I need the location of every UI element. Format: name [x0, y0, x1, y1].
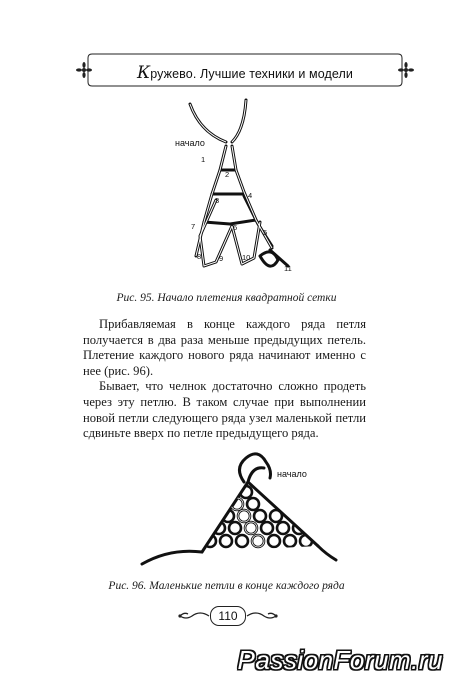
loop-number: 2 [225, 170, 230, 179]
loop-number: 7 [191, 222, 196, 231]
flower-ornament-icon [76, 62, 92, 78]
page-number: 110 [210, 606, 246, 626]
page-ornament-left-icon [176, 608, 210, 624]
book-title [86, 63, 404, 83]
title-rest: ружево. Лучшие техники и модели [150, 67, 353, 81]
figure-95-diagram [160, 96, 300, 286]
body-text [83, 317, 366, 442]
watermark-text: PassionForum.ru [237, 645, 443, 675]
loop-number: 5 [263, 228, 268, 237]
flower-ornament-icon [398, 62, 414, 78]
figure-95-caption: Рис. 95. Начало плетения квадратной сетки [116, 292, 337, 304]
figure-96-caption: Рис. 96. Маленькие петли в конце каждого ряда [108, 580, 345, 592]
loop-number: 10 [242, 253, 251, 262]
figure-96-start-label: начало [277, 469, 307, 479]
page-ornament-right-icon [246, 608, 280, 624]
loop-number: 6 [233, 223, 238, 232]
loop-number: 4 [248, 191, 253, 200]
loop-number: 9 [219, 254, 224, 263]
watermark [0, 640, 453, 690]
figure-96-diagram [140, 446, 340, 576]
paragraph: Бывает, что челнок достаточно сложно продеть через эту петлю. В таком случае при выполнении новой петли следующего ряда узел маленькой петли сдвиньте вверх по петле предыдущего ряда. [83, 379, 366, 441]
loop-number: 1 [201, 155, 206, 164]
loop-number: 3 [215, 196, 220, 205]
figure-95-start-label: начало [175, 138, 205, 148]
running-header [86, 52, 404, 88]
paragraph: Прибавляемая в конце каждого ряда петля получается в два раза меньше предыдущих петель. Плетение каждого нового ряда начинают именно с нее (рис. 96). [83, 317, 366, 378]
loop-number: 8 [197, 252, 202, 261]
loop-number: 11 [284, 264, 292, 273]
title-initial: К [137, 63, 151, 83]
